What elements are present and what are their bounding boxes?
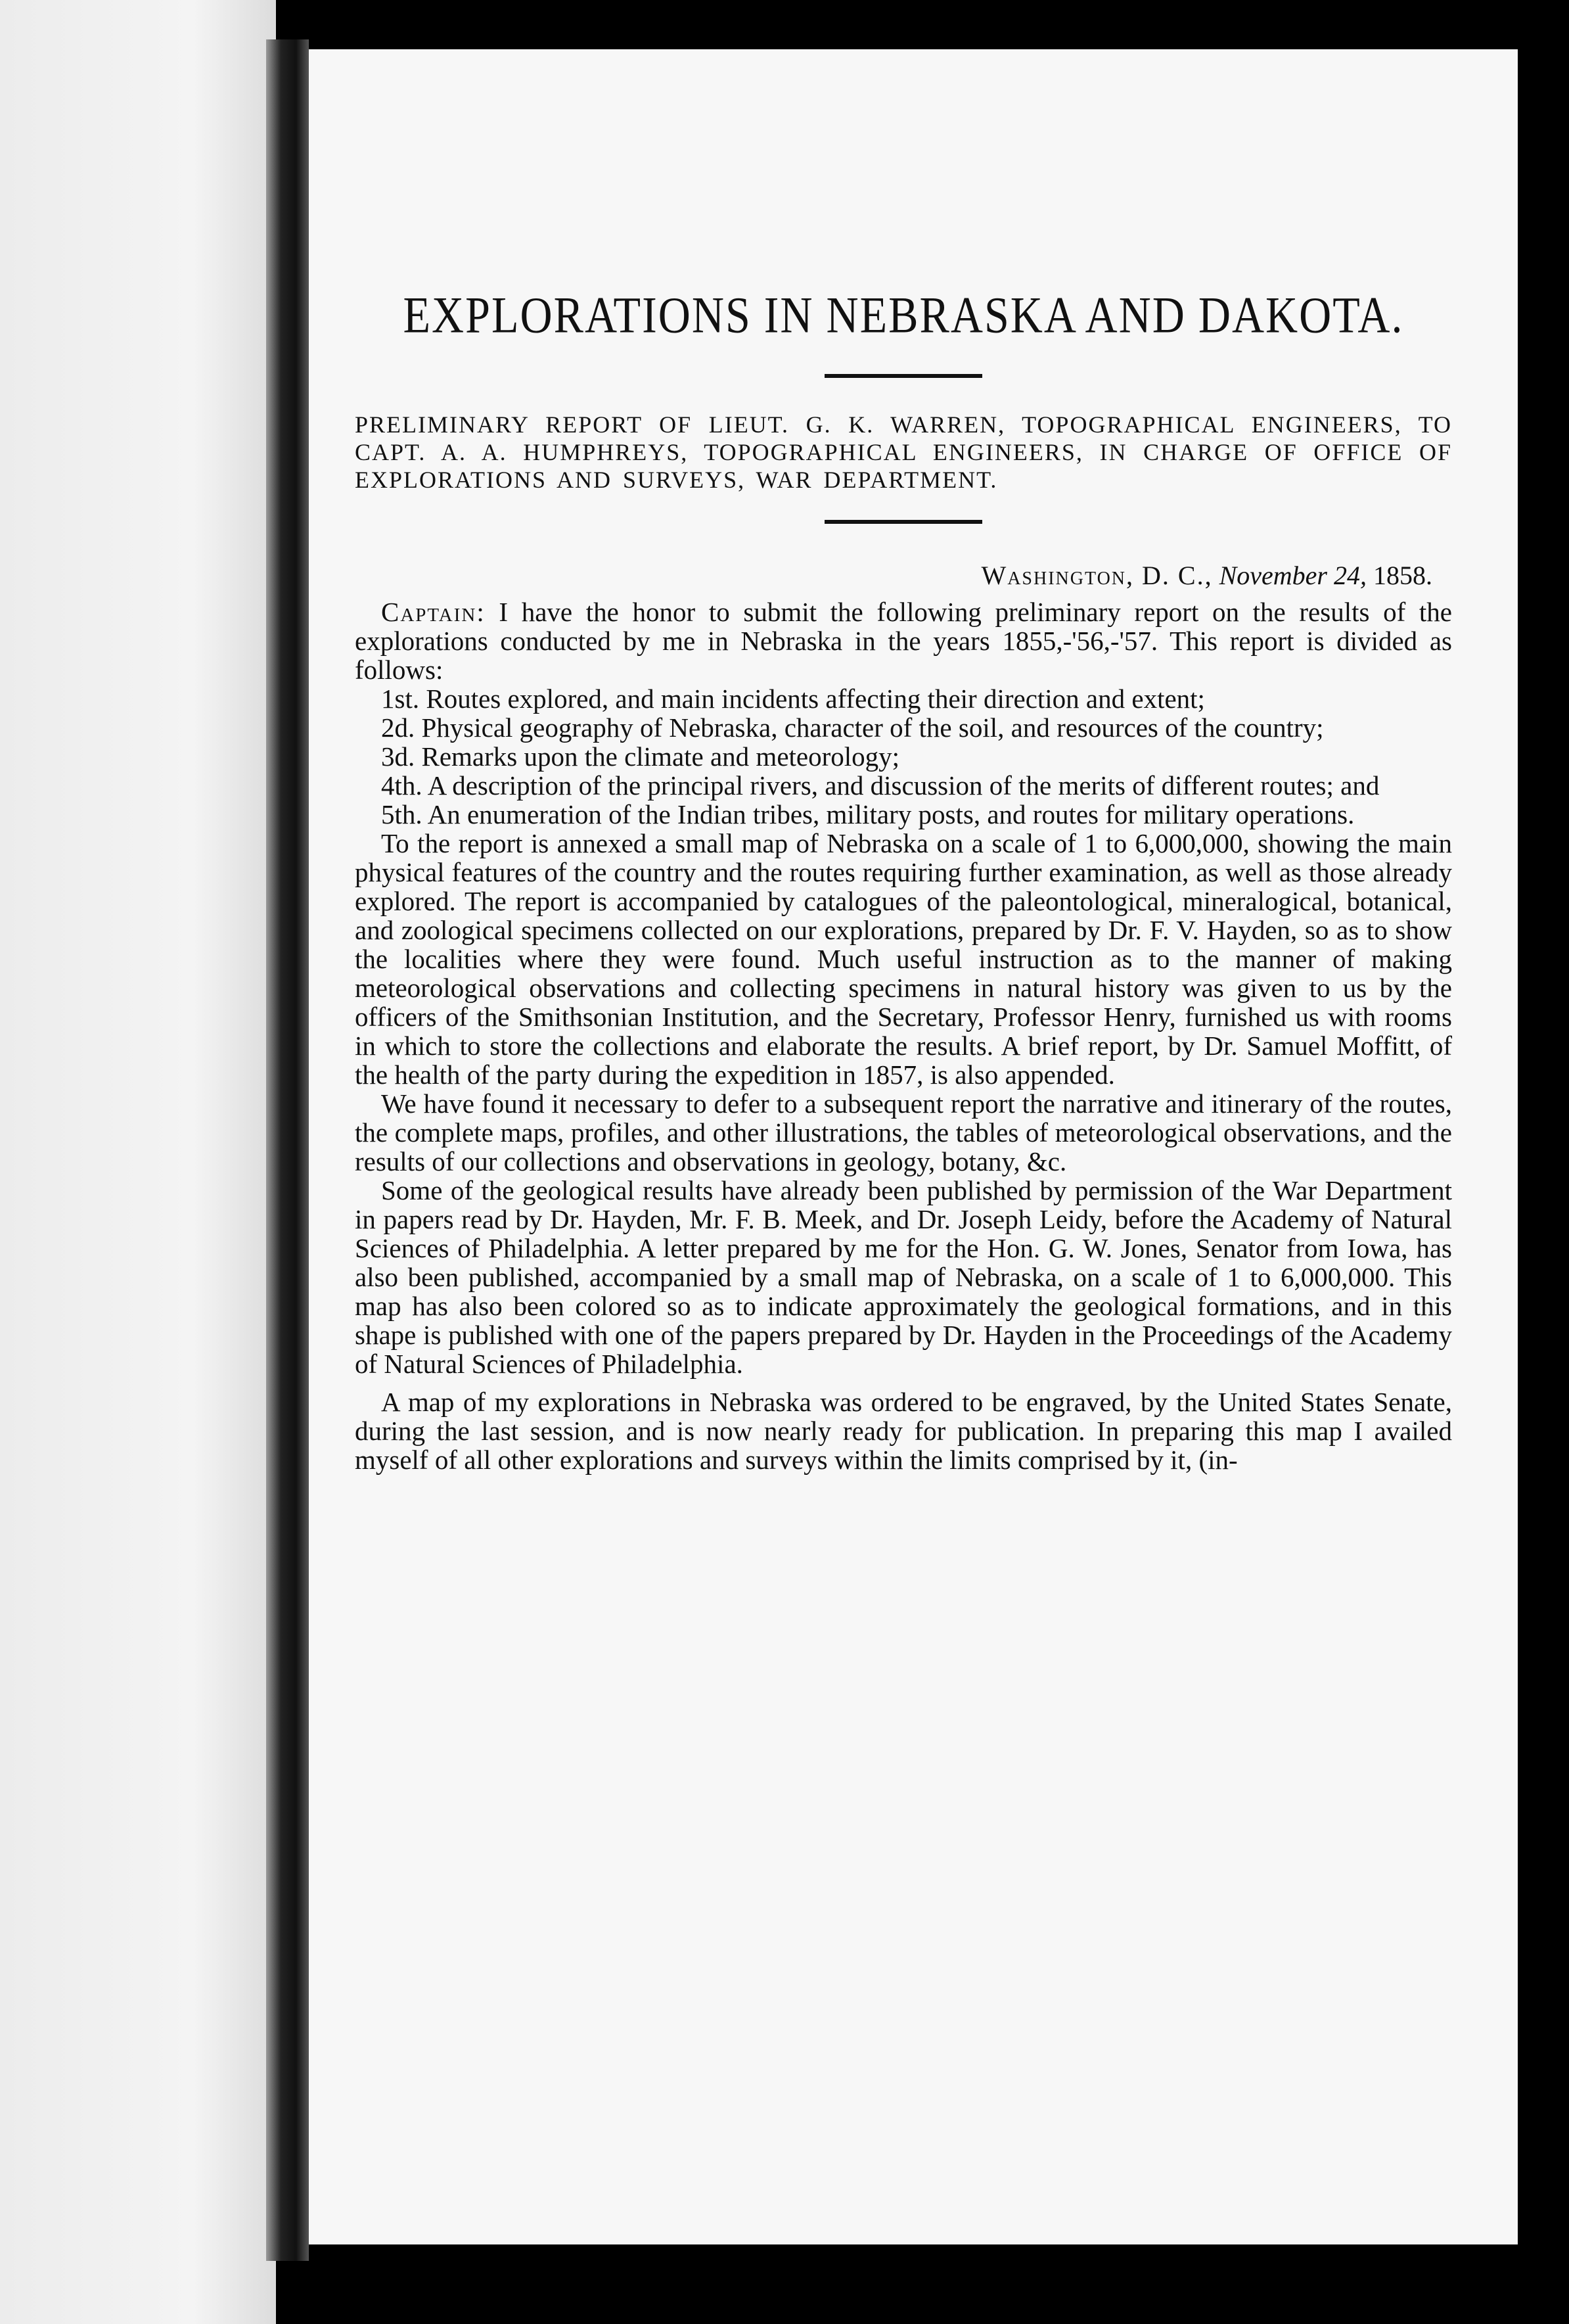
paragraph	[355, 597, 1452, 684]
list-item-rivers: 4th. A description of the principal rivers, and discussion of the merits of different routes; and	[381, 770, 1380, 801]
page-content	[355, 286, 1452, 1475]
paragraph: To the report is annexed a small map of Nebraska on a scale of 1 to 6,000,000, showing the main physical features of the country and the routes requiring further examination, as well as those already explored. The report is accompanied by catalogues of the paleontological, mineralogical, botanical, and zoological specimens collected on our explorations, prepared by Dr. F. V. Hayden, so as to show the localities where they were found. Much useful instruction as to the manner of making meteorological observations and collecting specimens in natural history was given to us by the officers of the Smithsonian Institution, and the Secretary, Professor Henry, furnished us with rooms in which to store the collections and elaborate the results. A brief report, by Dr. Samuel Moffitt, of the health of the party during the expedition in 1857, is also appended.	[355, 828, 1452, 1090]
paragraph: A map of my explorations in Nebraska was ordered to be engraved, by the United States Senate, during the last session, and is now nearly ready for publication. In preparing this map I availed myself of all other explorations and surveys within the limits comprised by it, (in-	[355, 1387, 1452, 1475]
salutation: Captain:	[381, 597, 486, 627]
book-gutter	[266, 39, 309, 2261]
report-subtitle: PRELIMINARY REPORT OF LIEUT. G. K. WARREN, TOPOGRAPHICAL ENGINEERS, TO CAPT. A. A. HUMPHREYS, TOPOGRAPHICAL ENGINEERS, IN CHARGE OF OFFICE OF EXPLORATIONS AND SURVEYS, WAR DEPARTMENT.	[355, 411, 1452, 493]
dateline	[355, 560, 1452, 591]
list-item-geography: 2d. Physical geography of Nebraska, character of the soil, and resources of the country;	[381, 712, 1324, 743]
subtitle-rule	[825, 520, 982, 524]
facing-page-margin	[0, 0, 276, 2324]
paragraph-text: I have the honor to submit the following preliminary report on the results of the explorations conducted by me in Nebraska in the years 1855,-'56,-'57. This report is divided as follows:	[355, 597, 1452, 685]
title-rule	[825, 374, 982, 378]
dateline-date: November 24,	[1219, 561, 1367, 590]
body-text	[355, 597, 1452, 1474]
page-title: EXPLORATIONS IN NEBRASKA AND DAKOTA.	[403, 286, 1404, 344]
paragraph: Some of the geological results have already been published by permission of the War Department in papers read by Dr. Hayden, Mr. F. B. Meek, and Dr. Joseph Leidy, before the Academy of Natural Sciences of Philadelphia. A letter prepared by me for the Hon. G. W. Jones, Senator from Iowa, has also been published, accompanied by a small map of Nebraska, on a scale of 1 to 6,000,000. This map has also been colored so as to indicate approximately the geological formations, and in this shape is published with one of the papers prepared by Dr. Hayden in the Proceedings of the Academy of Natural Sciences of Philadelphia.	[355, 1175, 1452, 1379]
list-item-tribes: 5th. An enumeration of the Indian tribes, military posts, and routes for military operations.	[381, 799, 1355, 829]
dateline-year: 1858.	[1373, 561, 1432, 590]
list-item-routes: 1st. Routes explored, and main incidents affecting their direction and extent;	[381, 684, 1205, 714]
dateline-place: Washington, D. C.,	[981, 561, 1213, 590]
list-item-climate: 3d. Remarks upon the climate and meteorology;	[381, 741, 900, 772]
paragraph: We have found it necessary to defer to a subsequent report the narrative and itinerary of the routes, the complete maps, profiles, and other illustrations, the tables of meteorological observations, and the results of our collections and observations in geology, botany, &c.	[355, 1088, 1452, 1176]
